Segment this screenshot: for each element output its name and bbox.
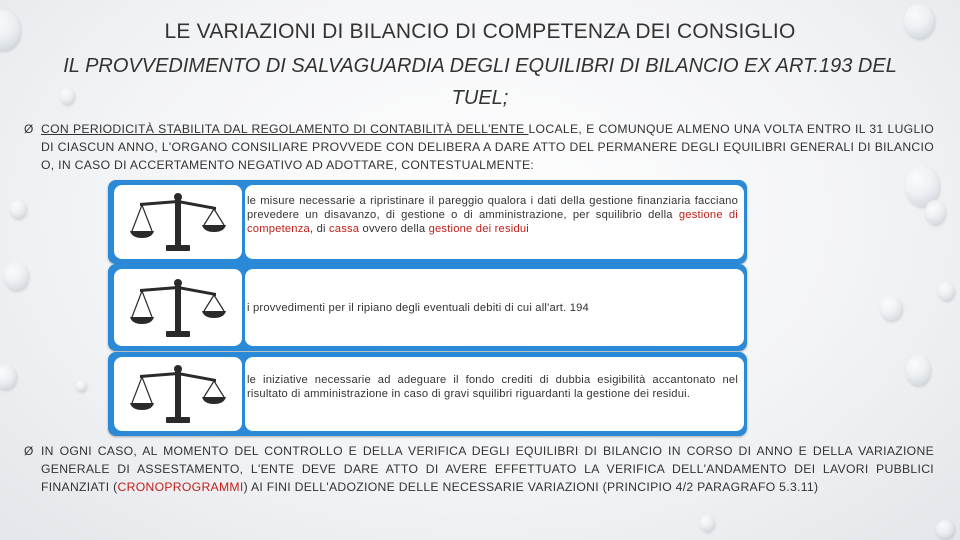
highlight-cronoprogrammi: CRONOPROGRAMMI xyxy=(117,480,244,494)
water-drop-decoration xyxy=(925,200,945,224)
measure-card-1 xyxy=(108,180,747,264)
water-drop-decoration xyxy=(906,355,930,385)
card-text: i provvedimenti per il ripiano degli eventuali debiti di cui all'art. 194 xyxy=(247,301,589,314)
card-text: le iniziative necessarie ad adeguare il fondo crediti di dubbia esigibilità accantonato nel risultato di amministrazione in caso di gravi squilibri riguardanti la gestione dei residui. xyxy=(247,374,738,400)
measure-text-3 xyxy=(245,357,744,431)
paragraph-text xyxy=(24,442,934,496)
water-drop-decoration xyxy=(0,365,16,389)
highlight-residui: gestione dei residui xyxy=(428,223,529,235)
paragraph-public-works xyxy=(24,442,934,496)
measure-text-1 xyxy=(245,185,744,259)
water-drop-decoration xyxy=(938,282,954,300)
card-text: ovvero della xyxy=(359,223,429,235)
paragraph-text-a: IN OGNI CASO, AL MOMENTO DEL CONTROLLO E DELLA VERIFICA DEGLI EQUILIBRI DI BILANCIO IN CORSO DI ANNO E DELLA VARIAZIONE GENERALE DI ASSESTAMENTO, L'ENTE DEVE DARE ATTO DI AVERE EFFETTUATO LA VERIFICA DELL'ANDAMENTO DEI LAVORI PUBBLICI FINANZIATI ( xyxy=(41,444,934,494)
paragraph-text-rest: LOCALE, E COMUNQUE ALMENO UNA VOLTA ENTRO IL 31 LUGLIO DI CIASCUN ANNO, L'ORGANO CONSILIARE PROVVEDE CON DELIBERA A DARE ATTO DEL PERMANERE DEGLI EQUILIBRI GENERALI DI BILANCIO O, IN CASO DI ACCERTAMENTO NEGATIVO AD ADOTTARE, CONTESTUALMENTE: xyxy=(41,122,934,172)
paragraph-periodicity xyxy=(24,120,934,174)
water-drop-decoration xyxy=(76,380,86,391)
measure-card-2 xyxy=(108,264,747,351)
scales-icon-box xyxy=(114,357,242,431)
water-drop-decoration xyxy=(4,262,28,290)
scales-icon-box xyxy=(114,185,242,259)
highlight-competenza: gestione di competenza xyxy=(247,209,738,235)
slide-title: LE VARIAZIONI DI BILANCIO DI COMPETENZA DEI CONSIGLIO xyxy=(164,20,796,43)
arrow-bullet-icon: Ø xyxy=(24,444,34,458)
paragraph-text-b: ) AI FINI DELL'ADOZIONE DELLE NECESSARIE VARIAZIONI (PRINCIPIO 4/2 PARAGRAFO 5.3.11) xyxy=(243,480,819,494)
scales-icon xyxy=(128,277,228,339)
water-drop-decoration xyxy=(936,520,954,538)
water-drop-decoration xyxy=(700,515,714,531)
highlight-cassa: cassa xyxy=(329,223,360,235)
card-text: , di xyxy=(309,223,329,235)
paragraph-text xyxy=(24,120,934,174)
card-text: le misure necessarie a ripristinare il pareggio qualora i dati della gestione finanziaria facciano prevedere un disavanzo, di gestione o di amministrazione, per squilibrio della xyxy=(247,195,738,221)
measure-text-2 xyxy=(245,269,744,346)
water-drop-decoration xyxy=(880,296,902,320)
arrow-bullet-icon: Ø xyxy=(24,122,34,136)
scales-icon xyxy=(128,363,228,425)
scales-icon xyxy=(128,191,228,253)
underlined-text: CON PERIODICITÀ STABILITA DAL REGOLAMENTO DI CONTABILITÀ DELL'ENTE xyxy=(41,122,529,136)
scales-icon-box xyxy=(114,269,242,346)
water-drop-decoration xyxy=(10,200,26,218)
slide-subtitle: IL PROVVEDIMENTO DI SALVAGUARDIA DEGLI EQUILIBRI DI BILANCIO EX ART.193 DEL TUEL; xyxy=(63,55,897,109)
measure-card-3 xyxy=(108,352,747,436)
